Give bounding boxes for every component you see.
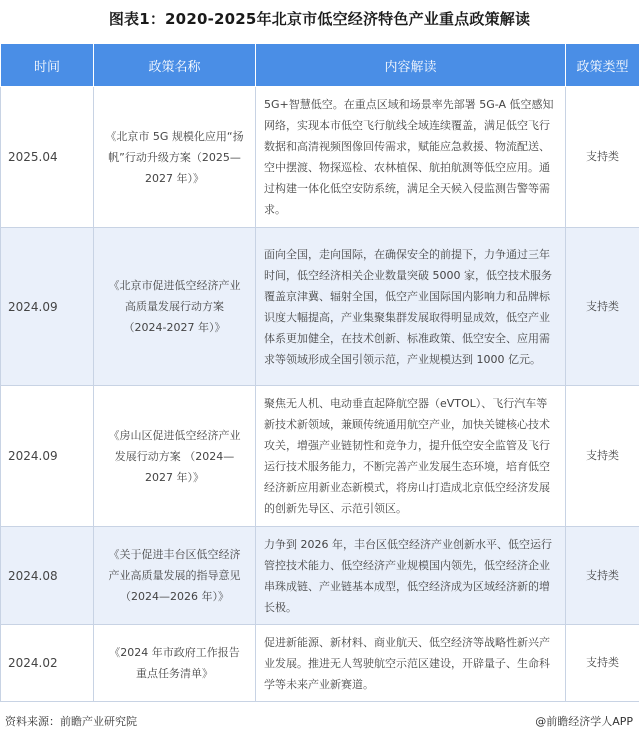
table-row	[1, 87, 639, 228]
table-row	[1, 625, 639, 702]
cell-content: 力争到 2026 年，丰台区低空经济产业创新水平、低空运行管控技术能力、低空经济产业规模国内领先，低空经济企业串珠成链、产业链基本成型，低空经济成为区域经济新的增长极。	[256, 527, 566, 625]
header-policy-name: 政策名称	[94, 44, 256, 87]
cell-time: 2024.09	[1, 228, 94, 386]
cell-content: 聚焦无人机、电动垂直起降航空器（eVTOL）、飞行汽车等新技术新领域，兼顾传统通用航空产业，加快关键核心技术攻关，增强产业链韧性和竞争力，提升低空安全监管及飞行运行技术服务能力，不断完善产业发展生态环境，培育低空经济新应用新业态新模式，将房山打造成北京低空经济发展的创新先导区、示范引领区。	[256, 386, 566, 527]
cell-policy-type: 支持类	[566, 386, 639, 527]
table-row	[1, 527, 639, 625]
chart-title: 图表1：2020-2025年北京市低空经济特色产业重点政策解读	[108, 10, 531, 28]
cell-policy-type: 支持类	[566, 87, 639, 228]
brand-credit: @前瞻经济学人APP	[535, 715, 633, 728]
cell-policy-name: 《北京市促进低空经济产业高质量发展行动方案（2024-2027 年）》	[94, 228, 256, 386]
policy-table	[0, 43, 639, 702]
table-row	[1, 228, 639, 386]
source-note: 资料来源：前瞻产业研究院	[5, 715, 137, 728]
cell-time: 2024.08	[1, 527, 94, 625]
header-policy-type: 政策类型	[566, 44, 639, 87]
cell-content: 促进新能源、新材料、商业航天、低空经济等战略性新兴产业发展。推进无人驾驶航空示范区建设，开辟量子、生命科学等未来产业新赛道。	[256, 625, 566, 702]
header-time: 时间	[1, 44, 94, 87]
cell-policy-type: 支持类	[566, 625, 639, 702]
cell-policy-name: 《关于促进丰台区低空经济产业高质量发展的指导意见（2024—2026 年）》	[94, 527, 256, 625]
table-header-row	[1, 44, 639, 87]
cell-time: 2024.02	[1, 625, 94, 702]
cell-content: 面向全国，走向国际，在确保安全的前提下，力争通过三年时间，低空经济相关企业数量突破 5000 家，低空技术服务覆盖京津冀、辐射全国，低空产业国际国内影响力和品牌标识度大幅提高，产业集聚集群发展取得明显成效，低空产业体系更加健全，在技术创新、标准政策、低空安全、应用需求等领域形成全国引领示范，产业规模达到 1000 亿元。	[256, 228, 566, 386]
cell-policy-name: 《2024 年市政府工作报告重点任务清单》	[94, 625, 256, 702]
cell-time: 2024.09	[1, 386, 94, 527]
cell-policy-type: 支持类	[566, 527, 639, 625]
cell-time: 2025.04	[1, 87, 94, 228]
cell-policy-name: 《北京市 5G 规模化应用“扬帆”行动升级方案（2025—2027 年）》	[94, 87, 256, 228]
cell-content: 5G+智慧低空。在重点区域和场景率先部署 5G-A 低空感知网络，实现本市低空飞行航线全域连续覆盖，满足低空飞行数据和高清视频图像回传需求，赋能应急救援、物流配送、空中摆渡、物探巡检、农林植保、航拍航测等低空应用。通过构建一体化低空安防系统，满足全天候入侵监测告警等需求。	[256, 87, 566, 228]
header-content: 内容解读	[256, 44, 566, 87]
cell-policy-type: 支持类	[566, 228, 639, 386]
cell-policy-name: 《房山区促进低空经济产业发展行动方案 （2024—2027 年）》	[94, 386, 256, 527]
table-row	[1, 386, 639, 527]
